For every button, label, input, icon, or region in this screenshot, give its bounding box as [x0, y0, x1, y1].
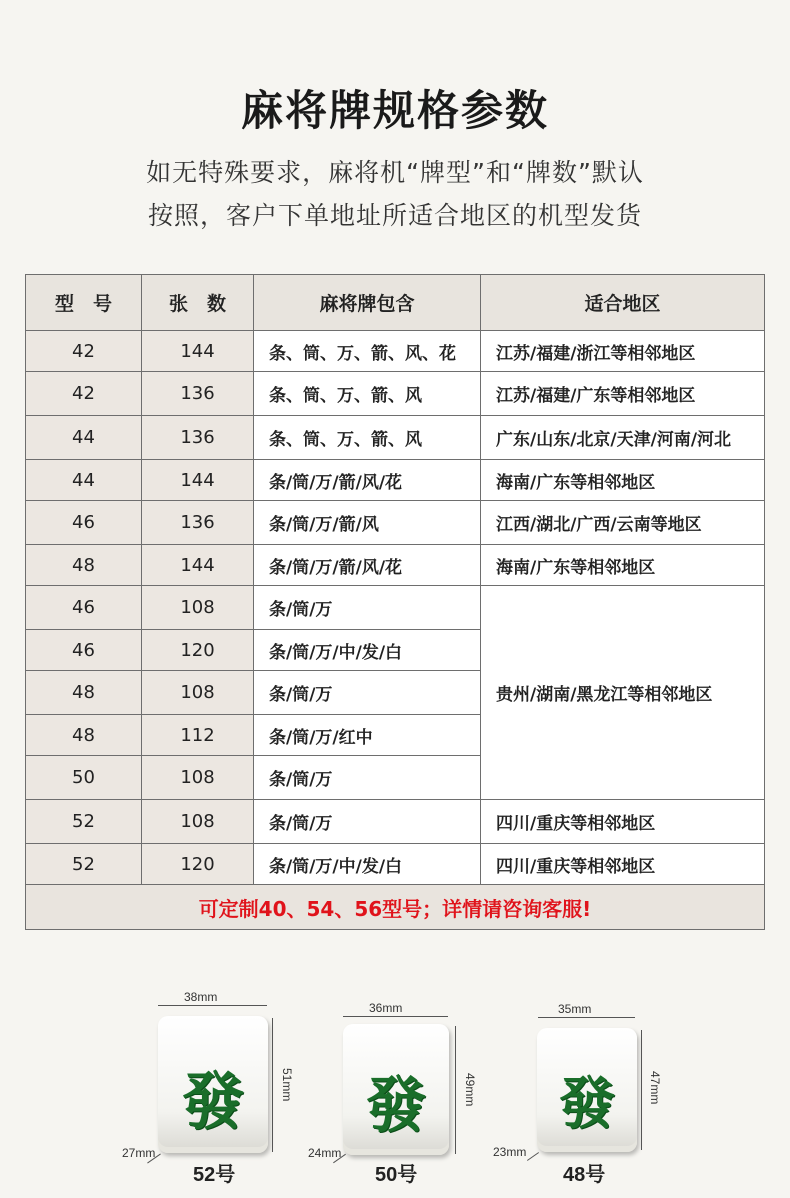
cell-model: 48: [26, 545, 142, 586]
cell-count: 144: [142, 545, 254, 586]
cell-region: 广东/山东/北京/天津/河南/河北: [481, 416, 765, 460]
tile-model-label: 48号: [563, 1164, 606, 1186]
cell-count: 136: [142, 416, 254, 460]
cell-count: 108: [142, 586, 254, 630]
cell-model: 42: [26, 331, 142, 372]
cell-model: 52: [26, 844, 142, 885]
tile-width-label: 36mm: [369, 1001, 403, 1015]
table-row: [26, 844, 765, 885]
tile-model-label: 52号: [193, 1164, 236, 1186]
table-row: [26, 331, 765, 372]
table-row: [26, 460, 765, 501]
cell-region: 江西/湖北/广西/云南等地区: [481, 501, 765, 545]
cell-contents: 条/筒/万: [254, 800, 481, 844]
cell-model: 46: [26, 586, 142, 630]
cell-model: 48: [26, 715, 142, 756]
cell-count: 112: [142, 715, 254, 756]
fa-tile-glyph: 發: [181, 1065, 244, 1138]
cell-contents: 条/筒/万: [254, 586, 481, 630]
header-contents: 麻将牌包含: [254, 275, 481, 331]
tile-depth-label: 27mm: [122, 1146, 156, 1160]
height-dim-line: [455, 1026, 456, 1154]
cell-model: 50: [26, 756, 142, 800]
table-header-row: [26, 275, 765, 331]
cell-region: 江苏/福建/浙江等相邻地区: [481, 331, 765, 372]
subtitle-line-2: 按照，客户下单地址所适合地区的机型发货: [147, 201, 642, 230]
tile-depth-label: 23mm: [493, 1145, 527, 1159]
cell-contents: 条/筒/万/中/发/白: [254, 844, 481, 885]
cell-count: 144: [142, 460, 254, 501]
table-row: [26, 545, 765, 586]
cell-region-merged: 贵州/湖南/黑龙江等相邻地区: [481, 586, 765, 800]
cell-model: 44: [26, 416, 142, 460]
cell-count: 108: [142, 800, 254, 844]
cell-count: 120: [142, 844, 254, 885]
cell-region: 四川/重庆等相邻地区: [481, 844, 765, 885]
header-model: 型 号: [26, 275, 142, 331]
cell-region: 江苏/福建/广东等相邻地区: [481, 372, 765, 416]
fa-tile-glyph: 發: [559, 1071, 615, 1137]
cell-contents: 条/筒/万/箭/风/花: [254, 545, 481, 586]
subtitle-line-1: 如无特殊要求，麻将机“牌型”和“牌数”默认: [146, 158, 644, 187]
mahjong-tile-48: [537, 1028, 637, 1152]
cell-model: 46: [26, 630, 142, 671]
tile-height-label: 49mm: [463, 1073, 477, 1107]
tile-height-label: 47mm: [648, 1071, 662, 1105]
cell-model: 46: [26, 501, 142, 545]
cell-model: 48: [26, 671, 142, 715]
tile-width-label: 38mm: [184, 990, 218, 1004]
table-row: [26, 372, 765, 416]
cell-model: 52: [26, 800, 142, 844]
tile-width-label: 35mm: [558, 1002, 592, 1016]
cell-contents: 条/筒/万/红中: [254, 715, 481, 756]
fa-tile-glyph: 發: [366, 1071, 426, 1141]
cell-region: 海南/广东等相邻地区: [481, 545, 765, 586]
cell-count: 108: [142, 671, 254, 715]
cell-contents: 条/筒/万: [254, 756, 481, 800]
cell-count: 144: [142, 331, 254, 372]
cell-count: 108: [142, 756, 254, 800]
table-row: [26, 416, 765, 460]
cell-model: 44: [26, 460, 142, 501]
page-title: 麻将牌规格参数: [240, 86, 549, 135]
width-dim-line: [538, 1017, 635, 1018]
mahjong-tile-52: [158, 1016, 268, 1153]
tile-height-label: 51mm: [280, 1068, 294, 1102]
cell-region: 四川/重庆等相邻地区: [481, 800, 765, 844]
table-row: [26, 586, 765, 630]
cell-contents: 条/筒/万/中/发/白: [254, 630, 481, 671]
width-dim-line: [343, 1016, 448, 1017]
tile-model-label: 50号: [375, 1164, 418, 1186]
cell-count: 136: [142, 501, 254, 545]
cell-contents: 条、筒、万、箭、风: [254, 416, 481, 460]
height-dim-line: [272, 1018, 273, 1152]
width-dim-line: [158, 1005, 267, 1006]
cell-contents: 条、筒、万、箭、风: [254, 372, 481, 416]
table-row: [26, 800, 765, 844]
header-count: 张 数: [142, 275, 254, 331]
cell-count: 120: [142, 630, 254, 671]
cell-contents: 条/筒/万: [254, 671, 481, 715]
height-dim-line: [641, 1030, 642, 1150]
tile-depth-label: 24mm: [308, 1146, 342, 1160]
custom-order-note: 可定制40、54、56型号；详情请咨询客服!: [26, 885, 765, 930]
header-region: 适合地区: [481, 275, 765, 331]
cell-region: 海南/广东等相邻地区: [481, 460, 765, 501]
note-row: [26, 885, 765, 930]
cell-model: 42: [26, 372, 142, 416]
table-row: [26, 501, 765, 545]
mahjong-tile-50: [343, 1024, 449, 1155]
cell-contents: 条、筒、万、箭、风、花: [254, 331, 481, 372]
spec-table: [25, 274, 765, 930]
cell-count: 136: [142, 372, 254, 416]
depth-dim-line: [527, 1152, 539, 1161]
cell-contents: 条/筒/万/箭/风/花: [254, 460, 481, 501]
cell-contents: 条/筒/万/箭/风: [254, 501, 481, 545]
